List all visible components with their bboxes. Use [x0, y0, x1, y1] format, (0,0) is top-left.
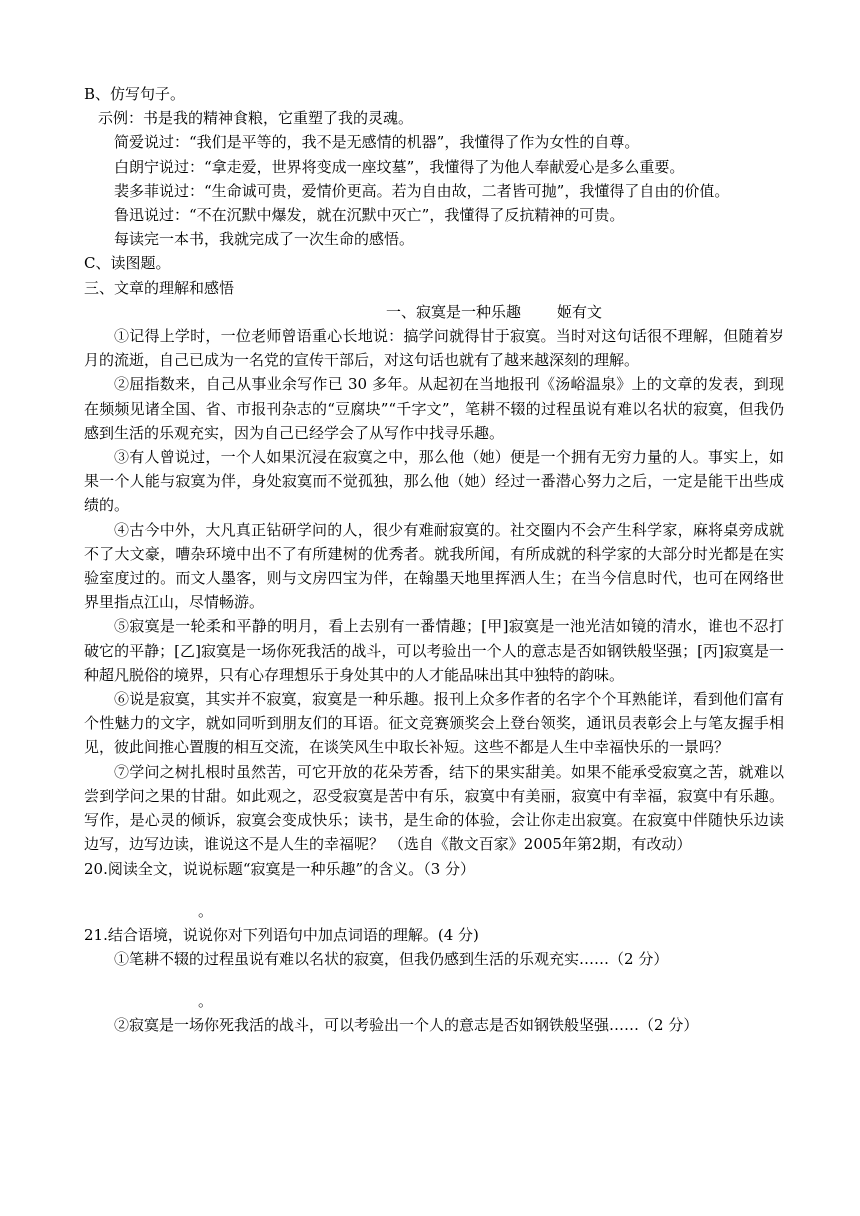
answer-end-mark-21-1: 。 — [198, 991, 214, 1010]
section-c-heading: C、读图题。 — [84, 254, 171, 273]
question-21: 21.结合语境，说说你对下列语句中加点词语的理解。(4 分) — [84, 925, 479, 944]
article-title-line — [84, 300, 784, 324]
article-paragraph-5: ⑤寂寞是一轮柔和平静的明月，看上去别有一番情趣；[甲]寂寞是一池光洁如镜的清水，谁也不忍打破它的平静；[乙]寂寞是一场你死我活的战斗，可以考验出一个人的意志是否如钢铁般坚强；[丙]寂寞是一种超凡脱俗的境界，只有心存理想乐于身处其中的人才能品味出其中独特的韵味。 — [84, 617, 784, 684]
question-21-item-1: ①笔耕不辍的过程虽说有难以名状的寂寞，但我仍感到生活的乐观充实……（2 分） — [114, 949, 669, 968]
imitation-line-1: 简爱说过：“我们是平等的，我不是无感情的机器”，我懂得了作为女性的自尊。 — [114, 133, 640, 152]
imitation-line-2: 白朗宁说过：“拿走爱，世界将变成一座坟墓”，我懂得了为他人奉献爱心是多么重要。 — [114, 157, 685, 176]
imitation-line-3: 裴多菲说过：“生命诚可贵，爱情价更高。若为自由故，二者皆可抛”，我懂得了自由的价值。 — [114, 181, 730, 200]
question-21-item-2: ②寂寞是一场你死我活的战斗，可以考验出一个人的意志是否如钢铁般坚强……（2 分） — [114, 1016, 699, 1035]
section-three-heading: 三、文章的理解和感悟 — [84, 278, 235, 297]
imitation-line-5: 每读完一本书，我就完成了一次生命的感悟。 — [114, 230, 415, 249]
article-paragraph-1: ①记得上学时，一位老师曾语重心长地说：搞学问就得甘于寂寞。当时对这句话很不理解，但随着岁月的流逝，自己已成为一名党的宣传干部后，对这句话也就有了越来越深刻的理解。 — [84, 327, 784, 370]
article-paragraph-2: ②屈指数来，自己从事业余写作已 30 多年。从起初在当地报刊《汤峪温泉》上的文章的发表，到现在频频见诸全国、省、市报刊杂志的“豆腐块”“千字文”，笔耕不辍的过程虽说有难以名状的寂寞，但我仍感到生活的乐观充实，因为自己已经学会了从写作中找寻乐趣。 — [84, 375, 784, 442]
article-paragraph-4: ④古今中外，大凡真正钻研学问的人，很少有难耐寂寞的。社交圈内不会产生科学家，麻将桌旁成就不了大文豪，嘈杂环境中出不了有所建树的优秀者。就我所闻，有所成就的科学家的大部分时光都是在实验室度过的。而文人墨客，则与文房四宝为伴，在翰墨天地里挥洒人生；在当今信息时代，也可在网络世界里指点江山，尽情畅游。 — [84, 520, 784, 612]
article-author: 姬有文 — [557, 302, 603, 321]
imitation-line-4: 鲁迅说过：“不在沉默中爆发，就在沉默中灭亡”，我懂得了反抗精神的可贵。 — [114, 206, 625, 225]
exam-page — [84, 82, 784, 1037]
article-title: 一、寂寞是一种乐趣 — [385, 302, 521, 321]
answer-space-21-1[interactable] — [84, 971, 784, 1013]
answer-space-20[interactable] — [84, 881, 784, 923]
answer-end-mark-20: 。 — [198, 901, 214, 920]
article-paragraph-6: ⑥说是寂寞，其实并不寂寞，寂寞是一种乐趣。报刊上众多作者的名字个个耳熟能详，看到他们富有个性魅力的文字，就如同听到朋友们的耳语。征文竞赛颁奖会上登台领奖，通讯员表彰会上与笔友握手相见，彼此间推心置腹的相互交流，在谈笑风生中取长补短。这些不都是人生中幸福快乐的一景吗？ — [84, 690, 784, 757]
article-paragraph-3: ③有人曾说过，一个人如果沉浸在寂寞之中，那么他（她）便是一个拥有无穷力量的人。事实上，如果一个人能与寂寞为伴，身处寂寞而不觉孤独，那么他（她）经过一番潜心努力之后，一定是能干出些成绩的。 — [84, 448, 784, 515]
question-20: 20.阅读全文，说说标题“寂寞是一种乐趣”的含义。（3 分） — [84, 859, 476, 878]
article-paragraph-7: ⑦学问之树扎根时虽然苦，可它开放的花朵芳香，结下的果实甜美。如果不能承受寂寞之苦，就难以尝到学问之果的甘甜。如此观之，忍受寂寞是苦中有乐，寂寞中有美丽，寂寞中有幸福，寂寞中有乐趣。写作，是心灵的倾诉，寂寞会变成快乐；读书，是生命的体验，会让你走出寂寞。在寂寞中伴随快乐边读边写，边写边读，谁说这不是人生的幸福呢？ （选自《散文百家》2005年第2期，有改动） — [84, 762, 784, 854]
section-b-heading: B、仿写句子。 — [84, 85, 186, 103]
section-b-example: 示例：书是我的精神食粮，它重塑了我的灵魂。 — [98, 109, 414, 128]
